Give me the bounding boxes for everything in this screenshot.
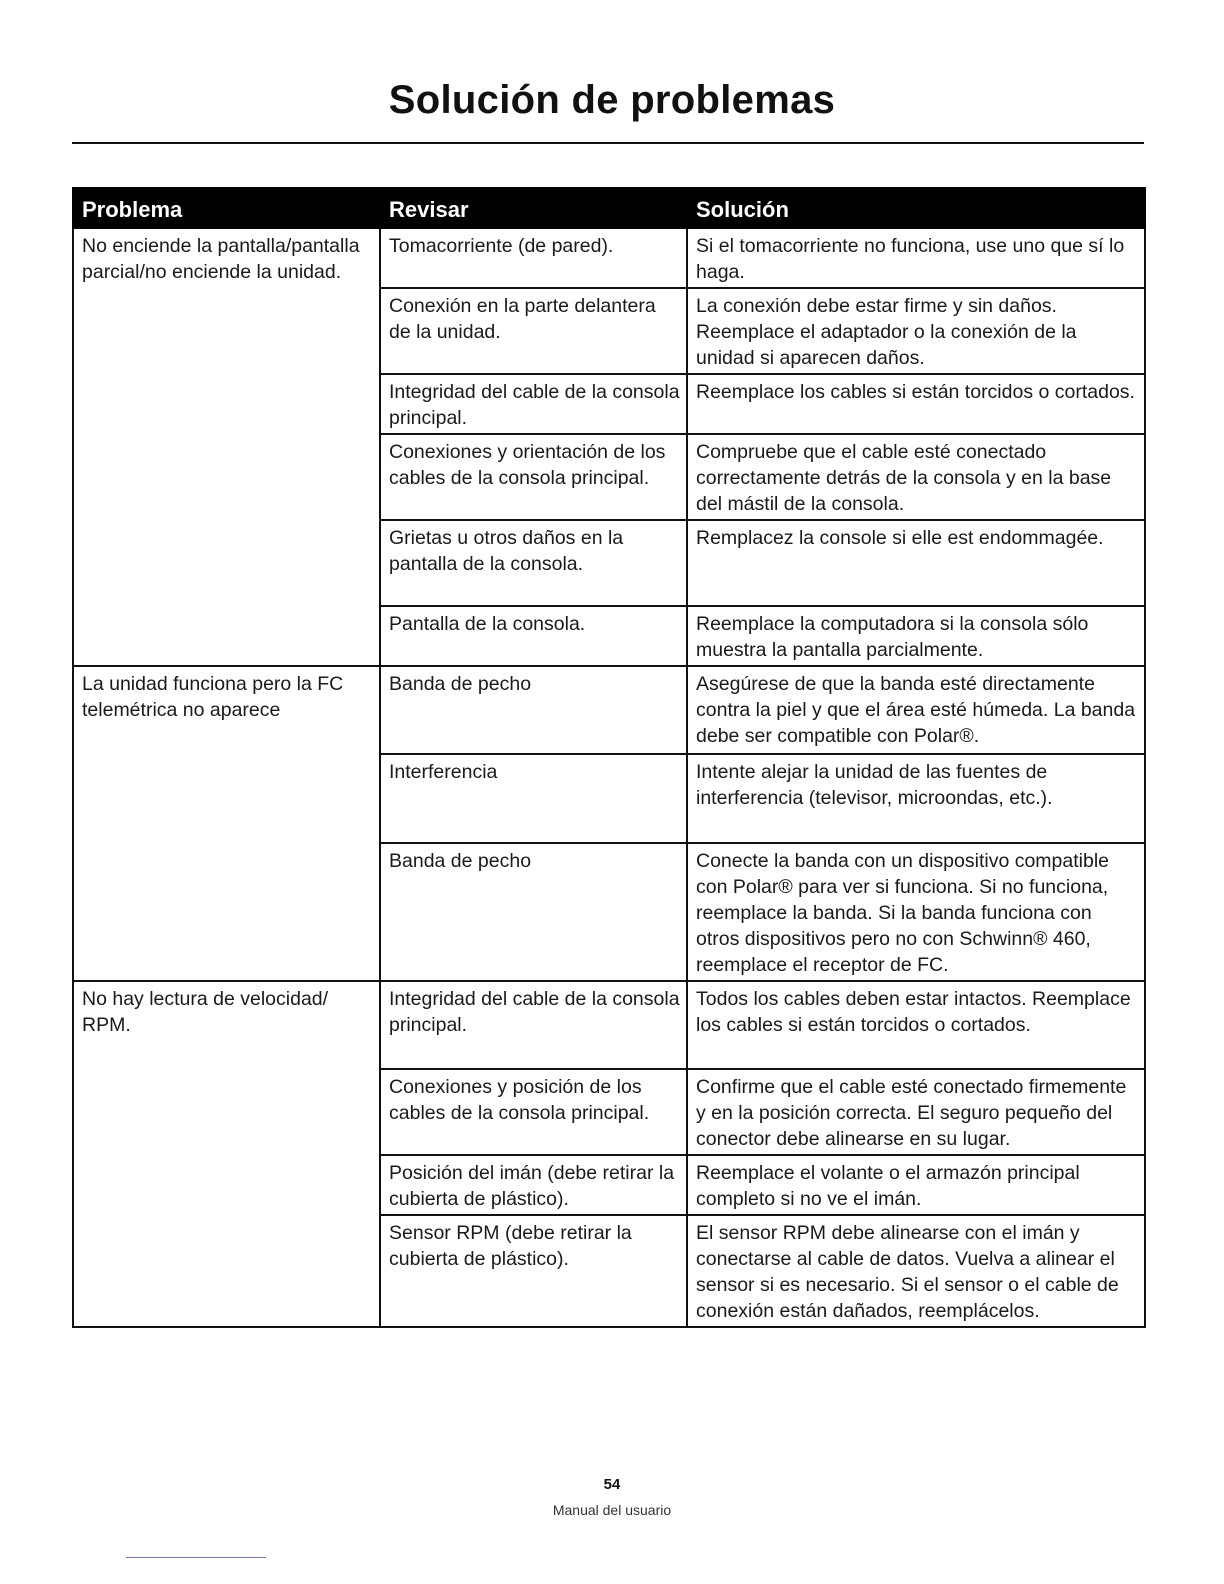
solution-cell: Si el tomacorriente no funciona, use uno que sí lo haga. [687, 228, 1145, 288]
solution-cell: Confirme que el cable esté conectado firmemente y en la posición correcta. El seguro pequeño del conector debe alinearse en su lugar. [687, 1069, 1145, 1155]
check-cell: Interferencia [380, 754, 687, 843]
solution-cell: Intente alejar la unidad de las fuentes de interferencia (televisor, microondas, etc.). [687, 754, 1145, 843]
check-cell: Integridad del cable de la consola principal. [380, 981, 687, 1069]
problem-cell: No enciende la pantalla/pantalla parcial/no enciende la unidad. [73, 228, 380, 666]
solution-cell: Reemplace el volante o el armazón principal completo si no ve el imán. [687, 1155, 1145, 1215]
solution-cell: Reemplace la computadora si la consola sólo muestra la pantalla parcialmente. [687, 606, 1145, 666]
solution-cell: Reemplace los cables si están torcidos o cortados. [687, 374, 1145, 434]
table-row [73, 666, 1145, 754]
check-cell: Tomacorriente (de pared). [380, 228, 687, 288]
page-title: Solución de problemas [388, 78, 836, 122]
table-row [73, 981, 1145, 1069]
table-row [73, 228, 1145, 288]
solution-cell: Conecte la banda con un dispositivo compatible con Polar® para ver si funciona. Si no funciona, reemplace la banda. Si la banda funciona con otros dispositivos pero no con Schwinn® 460, reemplace el receptor de FC. [687, 843, 1145, 981]
header-solution: Solución [687, 188, 1145, 228]
page-number: 54 [603, 1476, 621, 1493]
solution-cell: Asegúrese de que la banda esté directamente contra la piel y que el área esté húmeda. La banda debe ser compatible con Polar®. [687, 666, 1145, 754]
title-divider [72, 142, 1144, 144]
solution-cell: La conexión debe estar firme y sin daños. Reemplace el adaptador o la conexión de la unidad si aparecen daños. [687, 288, 1145, 374]
header-check: Revisar [380, 188, 687, 228]
problem-cell: La unidad funciona pero la FC telemétrica no aparece [73, 666, 380, 981]
check-cell: Conexiones y orientación de los cables de la consola principal. [380, 434, 687, 520]
check-cell: Conexión en la parte delantera de la unidad. [380, 288, 687, 374]
troubleshooting-table [72, 187, 1146, 1328]
solution-cell: Todos los cables deben estar intactos. Reemplace los cables si están torcidos o cortados. [687, 981, 1145, 1069]
check-cell: Pantalla de la consola. [380, 606, 687, 666]
check-cell: Banda de pecho [380, 843, 687, 981]
problem-cell: No hay lectura de velocidad/ RPM. [73, 981, 380, 1327]
check-cell: Conexiones y posición de los cables de la consola principal. [380, 1069, 687, 1155]
check-cell: Integridad del cable de la consola principal. [380, 374, 687, 434]
footer-underline [126, 1557, 266, 1558]
check-cell: Banda de pecho [380, 666, 687, 754]
footer-label: Manual del usuario [552, 1502, 672, 1518]
solution-cell: El sensor RPM debe alinearse con el imán y conectarse al cable de datos. Vuelva a alinear el sensor si es necesario. Si el sensor o el cable de conexión están dañados, reemplácelos. [687, 1215, 1145, 1327]
solution-cell: Remplacez la console si elle est endommagée. [687, 520, 1145, 606]
table-header-row [73, 188, 1145, 228]
check-cell: Grietas u otros daños en la pantalla de la consola. [380, 520, 687, 606]
check-cell: Posición del imán (debe retirar la cubierta de plástico). [380, 1155, 687, 1215]
header-problem: Problema [73, 188, 380, 228]
solution-cell: Compruebe que el cable esté conectado correctamente detrás de la consola y en la base del mástil de la consola. [687, 434, 1145, 520]
check-cell: Sensor RPM (debe retirar la cubierta de plástico). [380, 1215, 687, 1327]
